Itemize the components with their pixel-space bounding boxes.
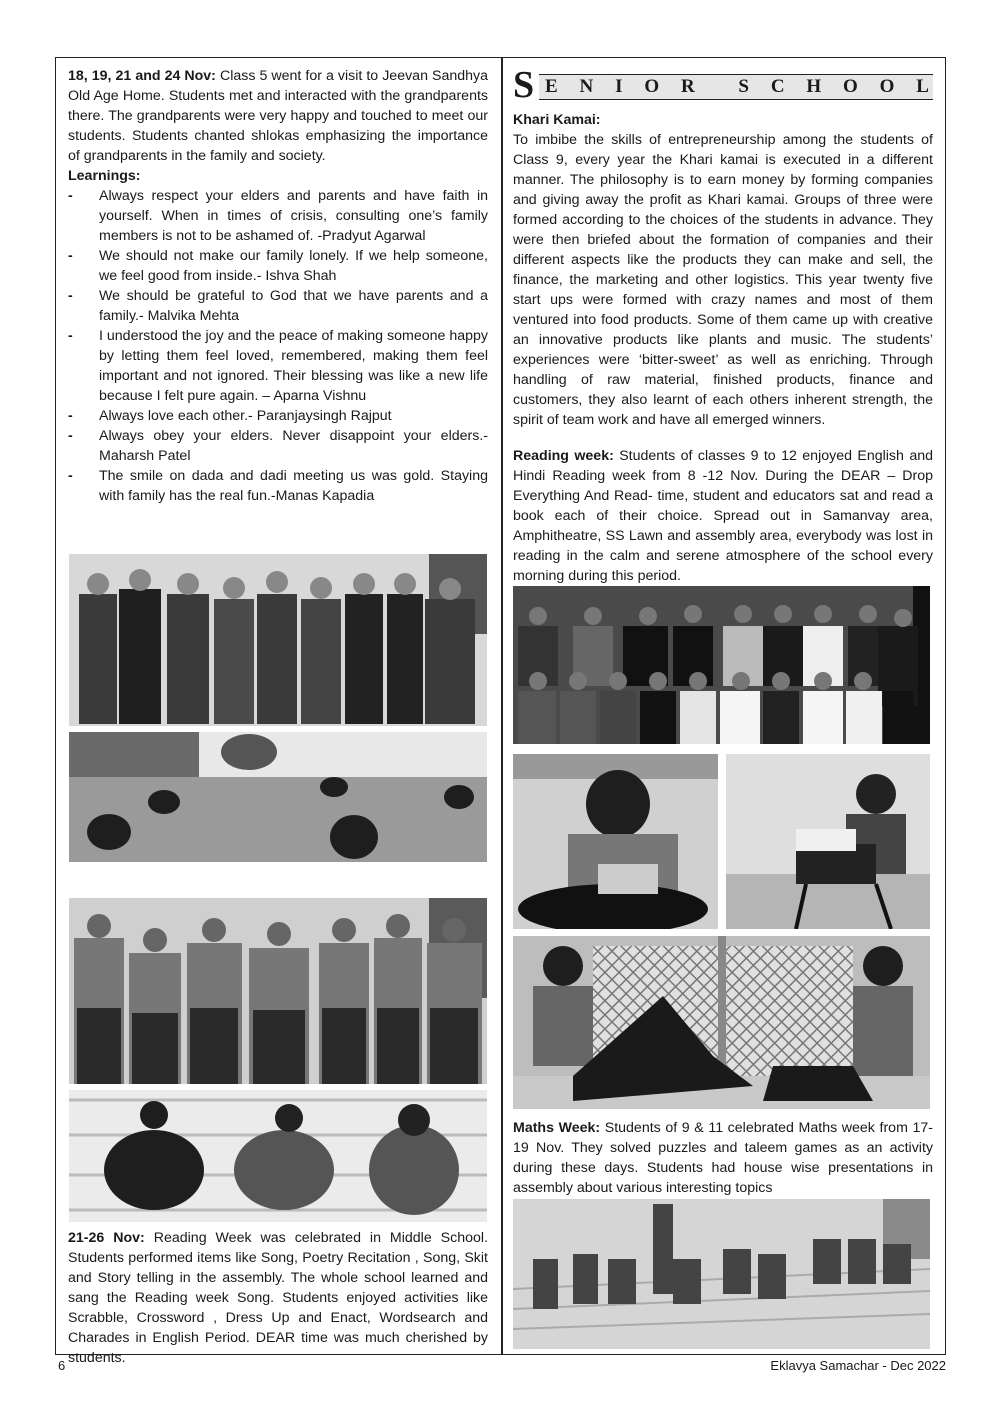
heading-letter: C [770,76,785,97]
maths-week-label: Maths Week: [513,1120,601,1136]
page-number: 6 [58,1358,66,1373]
senior-group-costume-photo [513,586,930,744]
learning-item: - We should be grateful to God that we have parents and a family.- Malvika Mehta [68,286,488,326]
heading-letter: N [579,76,594,97]
students-reading-on-lawn-photo [69,732,487,862]
heading-letter: E [545,76,558,97]
senior-school-heading [513,64,933,106]
students-singing-assembly-photo [69,898,487,1084]
learning-item: - Always love each other.- Paranjaysingh Rajput [68,406,488,426]
learning-item: - I understood the joy and the peace of making someone happy by letting them feel loved, remembered, making them feel important and not ignored. Their blessing was like a new life because I felt pure again. – Aparna Vishnu [68,326,488,406]
two-boys-reading-by-grille-photo [513,936,930,1109]
learning-item: - Always respect your elders and parents and have faith in yourself. When in times of crisis, consulting one’s family members is not to be ashamed of. -Pradyut Agarwal [68,186,488,246]
date-label: 18, 19, 21 and 24 Nov: [68,68,216,84]
boy-reading-seated-photo [513,754,718,929]
middle-school-reading-week-paragraph [68,1228,488,1368]
girls-reading-on-benches-photo [69,1090,487,1222]
reading-week-label: Reading week: [513,448,614,464]
maths-week-text: Students of 9 & 11 celebrated Maths week from 17-19 Nov. They solved puzzles and taleem games as an activity during these days. Students had house wise presentations in assembly about various interesting topics [513,1120,933,1196]
heading-letter: O [843,76,858,97]
learning-item: - We should not make our family lonely. If we help someone, we feel good from inside.- Ishva Shah [68,246,488,286]
reading-week-text: Students of classes 9 to 12 enjoyed English and Hindi Reading week from 8 -12 Nov. During the DEAR – Drop Everything And Read- time, student and educators sat and read a book each of their choice. Spread out in Samanvay area, Amphitheatre, SS Lawn and assembly area, everybody was lost in reading in the calm and serene atmosphere of the school every morning during this period. [513,448,933,584]
khari-kamai-heading: Khari Kamai: [513,112,601,128]
heading-letter: H [806,76,822,97]
maths-week-paragraph [513,1118,933,1198]
intro-text: Class 5 went for a visit to Jeevan Sandhya Old Age Home. Students met and interacted with the grandparents there. The grandparents were very happy and touched to meet our students. Students chanted shlokas emphasizing the importance of grandparents in the family and society. [68,68,489,164]
heading-letter: I [615,76,623,97]
class-5-group-singing-photo [69,554,487,726]
senior-reading-week-paragraph [513,446,933,586]
learnings-heading: Learnings: [68,168,141,184]
publication-name: Eklavya Samachar - Dec 2022 [770,1358,946,1373]
learnings-list [68,186,488,506]
heading-letter: O [879,76,895,97]
old-age-home-paragraph [68,66,488,166]
column-divider [501,57,503,1355]
heading-letter: O [644,76,660,97]
students-on-steps-photo [513,1199,930,1349]
reading-week-text: Reading Week was celebrated in Middle School. Students performed items like Song, Poetry Recitation , Song, Skit and Story telling in the assembly. The whole school learned and sang the Reading week Song. Students enjoyed activities like Scrabble, Crossword , Dress Up and Enact, Wordsearch and Charades in English Period. DEAR time was much cherished by students. [68,1230,488,1366]
heading-initial: S [513,64,535,106]
khari-kamai-section [513,110,933,430]
left-column [68,66,488,506]
learning-item: - The smile on dada and dadi meeting us was gold. Staying with family has the real fun.-Manas Kapadia [68,466,488,506]
heading-letter: S [738,76,749,97]
heading-letter: L [916,76,929,97]
reading-week-date-label: 21-26 Nov: [68,1230,145,1246]
khari-kamai-text: To imbibe the skills of entrepreneurship among the students of Class 9, every year the Khari kamai is executed in a different manner. The philosophy is to earn money by forming companies and giving away the profit as Khari kamai. Groups of three were formed according to the choices of the students in advance. They were then briefed about the formation of companies and their different aspects like the products they can make and sell, the finance, the marketing and other logistics. This year twenty five start ups were formed with crazy names and most of them ventured into food products. Some of them came up with creative an innovative products like plants and music. The students’ experiences were ‘bitter-sweet’ as well as enriching. Through handling of raw material, finished products, finance and customers, they also learnt of each others inherent strength, the spirit of team work and have all emerged winners. [513,132,933,428]
heading-letter: R [680,76,695,97]
heading-bar [539,74,933,100]
learning-item: - Always obey your elders. Never disappoint your elders.- Maharsh Patel [68,426,488,466]
boy-reading-on-chair-photo [726,754,930,929]
